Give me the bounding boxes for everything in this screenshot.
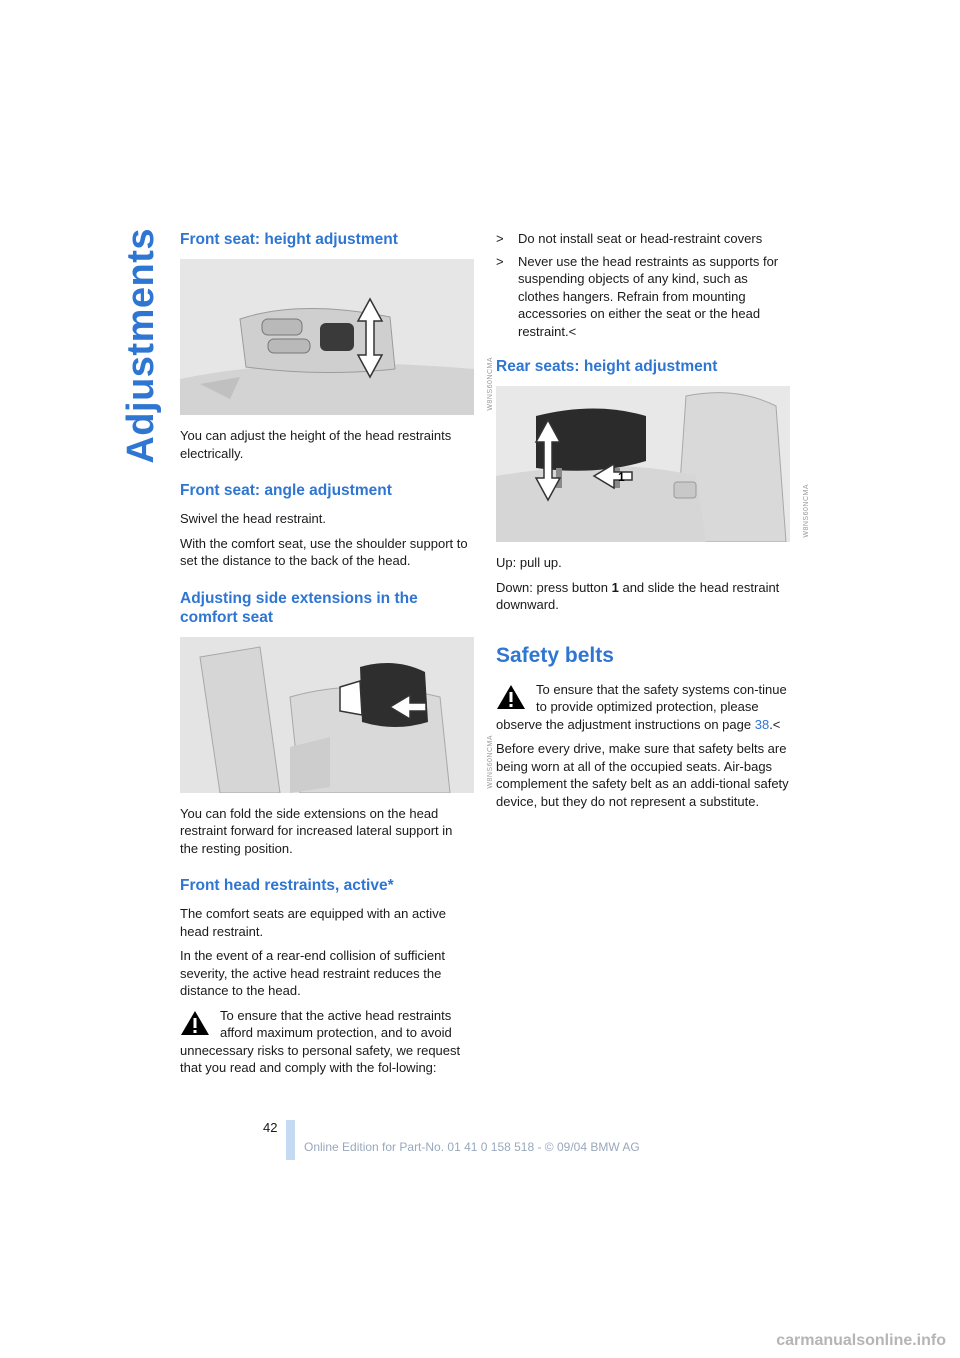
- left-column: [180, 230, 494, 1084]
- figure-side-extensions: [180, 637, 494, 793]
- rear-head-restraint-illustration: [496, 386, 790, 542]
- figure-code: W8NS60NCMA: [487, 734, 494, 789]
- text-run: Down: press button: [496, 579, 612, 595]
- paragraph-rear-down: [496, 579, 790, 614]
- warning-triangle-icon: [496, 684, 526, 710]
- figure-rear-seat-height: [496, 386, 810, 542]
- bullet-text: Do not install seat or head-restraint covers: [518, 231, 763, 246]
- bullet-text: Never use the head restraints as supports for suspending objects of any kind, such as clothes hangers. Refrain from mounting accessories on either the seat or the head restraint.<: [518, 253, 779, 339]
- paragraph: The comfort seats are equipped with an active head restraint.: [180, 906, 446, 939]
- heading-rear-height: Rear seats: height adjustment: [496, 358, 718, 375]
- footer-edition: Online Edition for Part-No. 01 41 0 158 518 - © 09/04 BMW AG: [304, 1140, 640, 1154]
- warning-triangle-icon: [180, 1010, 210, 1036]
- warning-text-end: .<: [769, 716, 781, 732]
- heading-front-angle: Front seat: angle adjustment: [180, 482, 392, 499]
- callout-number: 1: [618, 470, 625, 484]
- heading-safety-belts: Safety belts: [496, 643, 614, 667]
- paragraph: In the event of a rear-end collision of sufficient severity, the active head restraint reduces the distance to the head.: [180, 948, 445, 998]
- watermark: carmanualsonline.info: [776, 1332, 946, 1349]
- list-item: [496, 253, 790, 341]
- warning-text: To ensure that the safety systems con-tinue to provide optimized protection, please observe the adjustment instructions on page: [496, 681, 787, 732]
- paragraph: You can fold the side extensions on the head restraint forward for increased lateral support in the resting position.: [180, 805, 453, 856]
- footer-bar: [286, 1120, 295, 1160]
- paragraph: You can adjust the height of the head restraints electrically.: [180, 428, 452, 461]
- warning-paragraph: [180, 1007, 474, 1077]
- right-column: [496, 230, 810, 817]
- text-run: and slide the head restraint downward.: [496, 579, 780, 612]
- heading-active-restraints: Front head restraints, active*: [180, 877, 394, 894]
- section-side-tab: Adjustments: [120, 228, 162, 464]
- paragraph: Up: pull up.: [496, 555, 562, 570]
- heading-front-height: Front seat: height adjustment: [180, 231, 398, 248]
- paragraph: Swivel the head restraint.: [180, 511, 326, 526]
- button-number: 1: [611, 579, 619, 595]
- side-extension-illustration: [180, 637, 474, 793]
- list-item: [496, 230, 790, 248]
- page-number: 42: [263, 1120, 278, 1135]
- page-reference-link[interactable]: 38: [754, 716, 770, 732]
- warning-paragraph: [496, 681, 790, 734]
- bullet-marker: >: [496, 231, 504, 246]
- paragraph: Before every drive, make sure that safety belts are being worn at all of the occupied seats. Air-bags complement the safety belt as an addi-tional safety device, but they do not represent a substitute.: [496, 741, 789, 809]
- seat-height-switch-illustration: [180, 259, 474, 415]
- warning-text: To ensure that the active head restraints afford maximum protection, and to avoid unnecessary risks to personal safety, we request that you read and comply with the fol-lowing:: [180, 1007, 461, 1075]
- figure-code: W8NS60NCMA: [487, 357, 494, 411]
- paragraph: With the comfort seat, use the shoulder support to set the distance to the back of the head.: [180, 535, 468, 568]
- heading-side-extensions: Adjusting side extensions in the comfort seat: [180, 589, 418, 626]
- figure-front-seat-height: [180, 259, 494, 415]
- bullet-marker: >: [496, 253, 504, 269]
- figure-code: W8NS60NCMA: [803, 484, 810, 538]
